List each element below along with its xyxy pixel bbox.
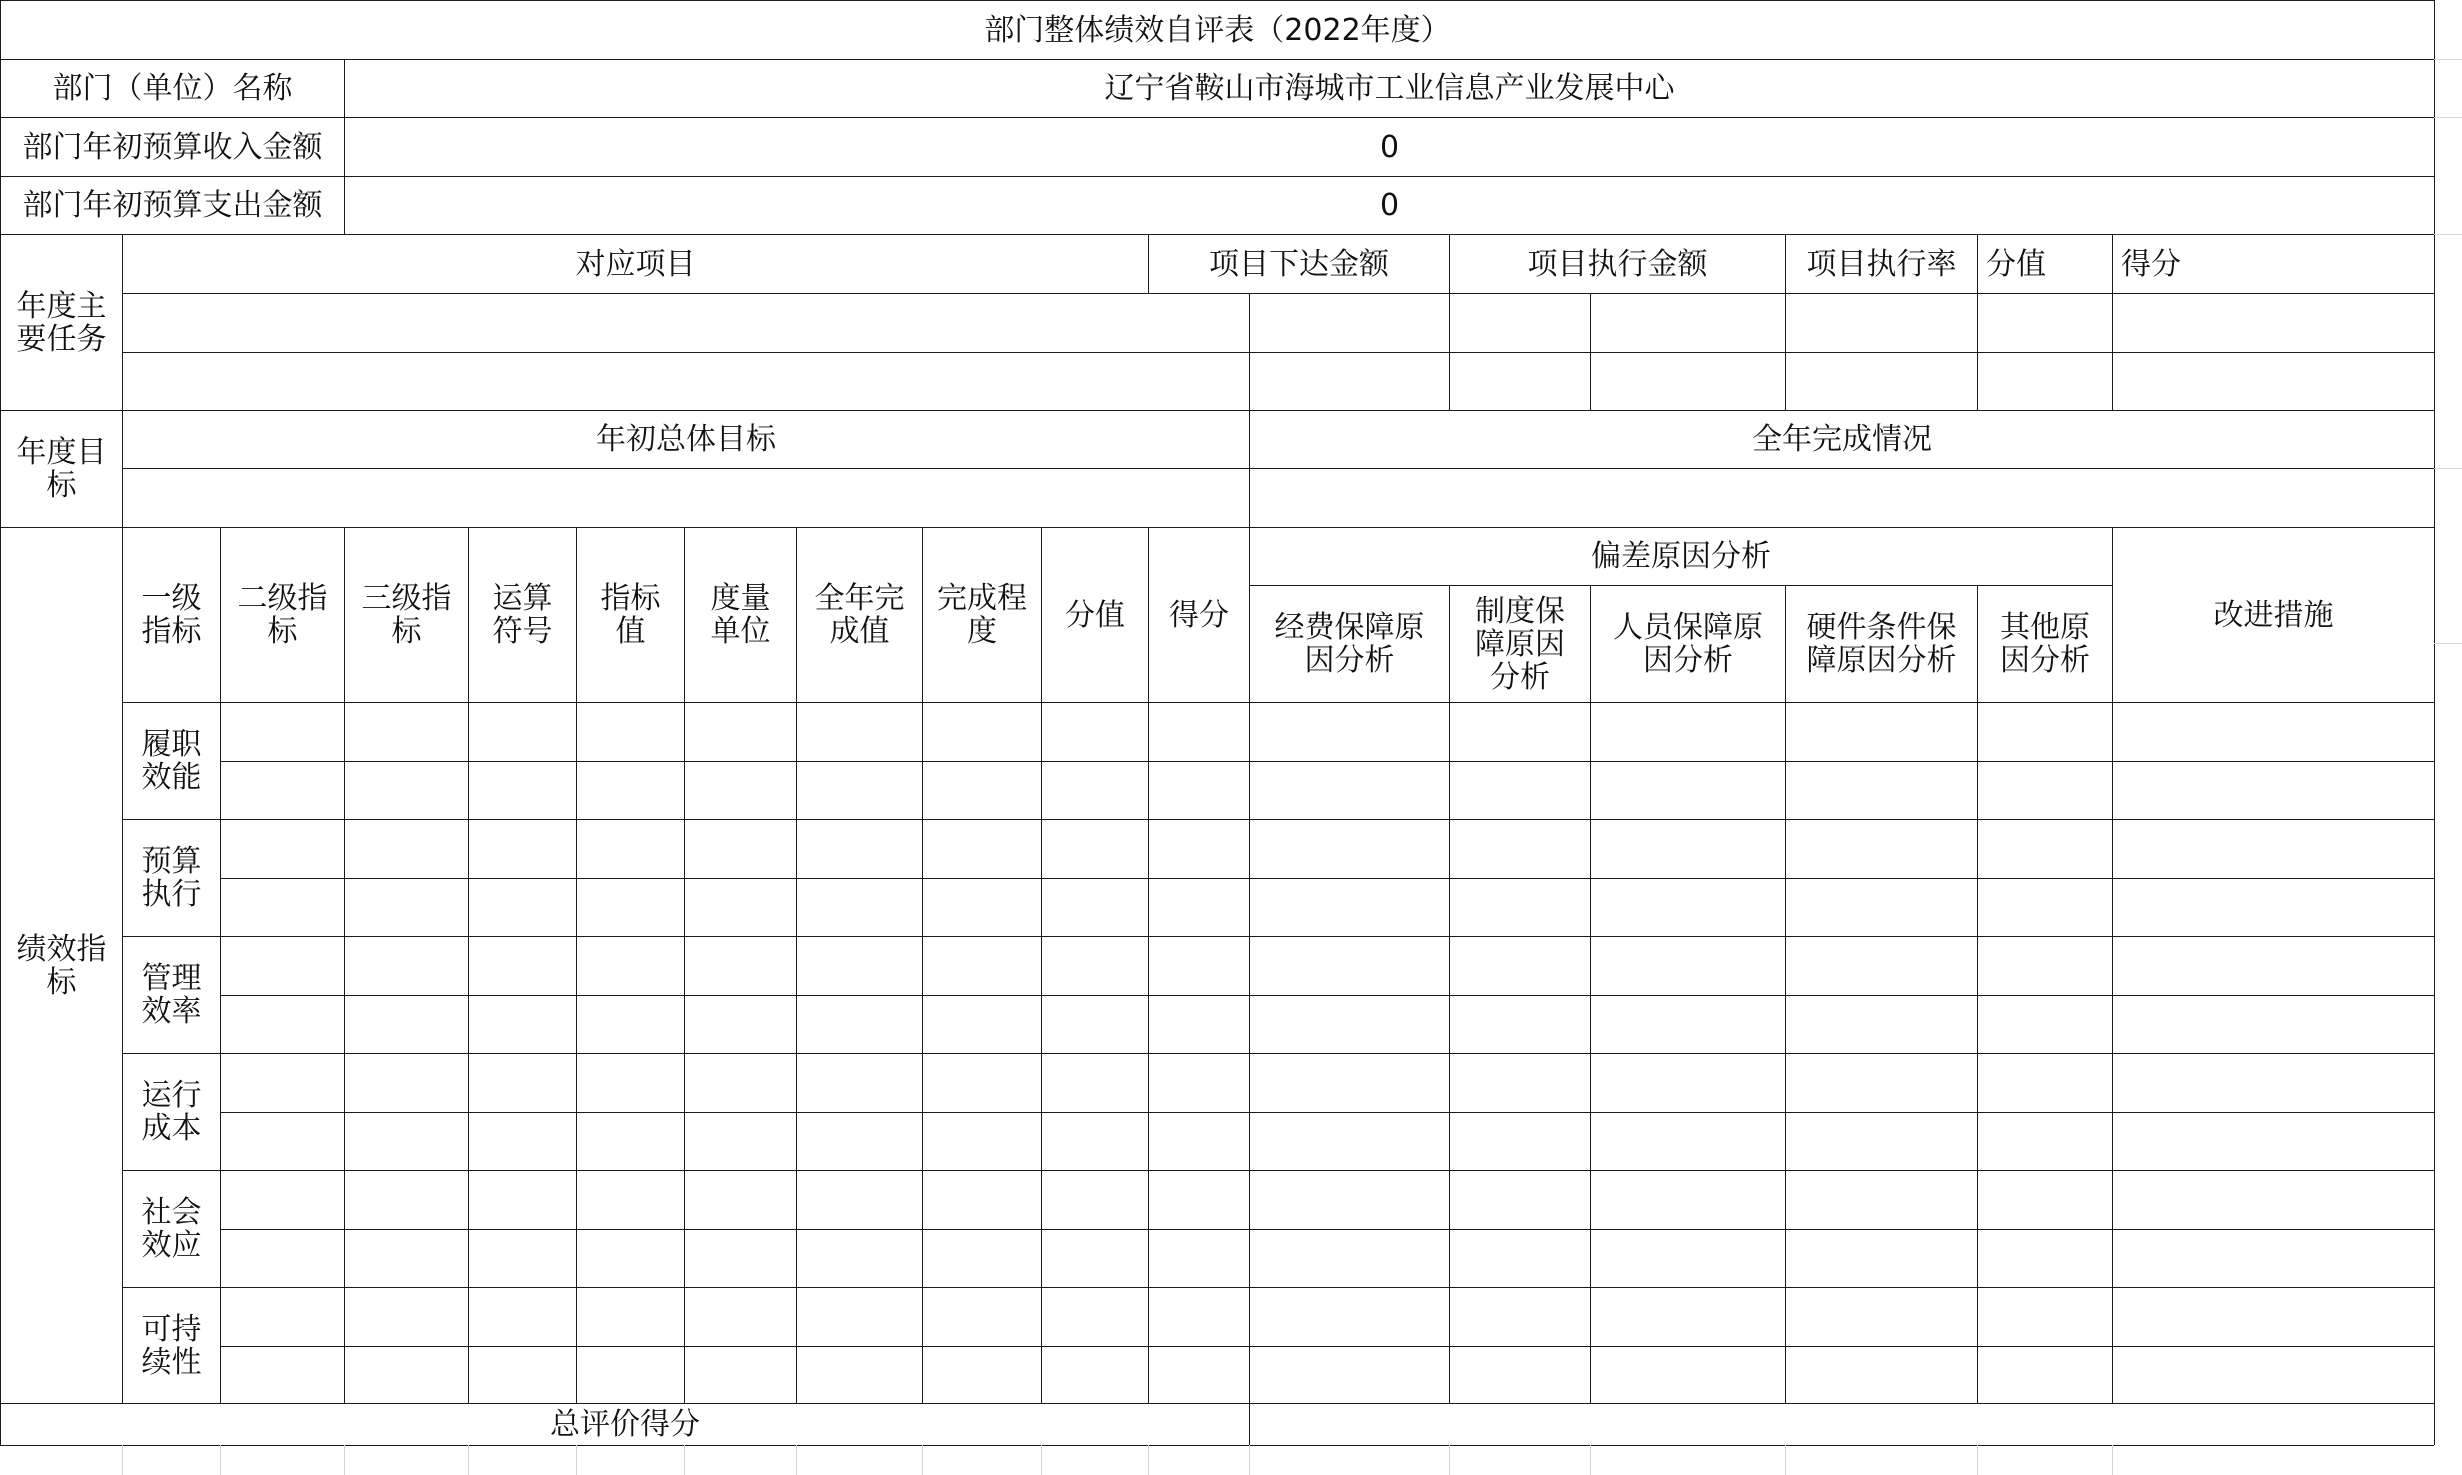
indicator-cell[interactable] — [1590, 1346, 1785, 1405]
indicator-cell[interactable] — [922, 1287, 1041, 1346]
sheet-gridline — [1785, 1445, 1786, 1475]
indicator-cell[interactable] — [468, 1112, 576, 1171]
indicator-cell[interactable] — [796, 1346, 922, 1405]
indicator-cell[interactable] — [1785, 1346, 1977, 1405]
budget-expense-value[interactable]: 0 — [344, 176, 2434, 234]
indicator-cell[interactable] — [220, 819, 344, 878]
budget-income-label: 部门年初预算收入金额 — [0, 117, 344, 176]
annual-goals-label: 年度目 标 — [0, 410, 122, 527]
indicator-cell[interactable] — [468, 1287, 576, 1346]
indicator-cell[interactable] — [1590, 819, 1785, 878]
deviation-subheader: 制度保 障原因 分析 — [1449, 585, 1590, 702]
indicator-cell[interactable] — [344, 819, 468, 878]
task-cell[interactable] — [122, 293, 1249, 352]
indicator-cell[interactable] — [1785, 995, 1977, 1054]
indicator-cell[interactable] — [922, 1112, 1041, 1171]
indicator-cell[interactable] — [1449, 1170, 1590, 1229]
total-score-value[interactable] — [1249, 1403, 2434, 1445]
indicator-cell[interactable] — [576, 936, 684, 995]
sheet-gridline — [1449, 1445, 1450, 1475]
task-header-issued-amount: 项目下达金额 — [1148, 234, 1449, 293]
dept-name-label: 部门（单位）名称 — [0, 59, 344, 117]
task-cell[interactable] — [1249, 352, 1449, 410]
indicator-cell[interactable] — [1449, 1053, 1590, 1112]
indicator-cell[interactable] — [796, 878, 922, 937]
indicator-header: 完成程 度 — [922, 527, 1041, 702]
indicator-cell[interactable] — [1785, 1229, 1977, 1288]
budget-income-value[interactable]: 0 — [344, 117, 2434, 176]
task-cell[interactable] — [122, 352, 1249, 410]
indicator-cell[interactable] — [922, 995, 1041, 1054]
indicator-header: 二级指 标 — [220, 527, 344, 702]
indicator-cell[interactable] — [468, 702, 576, 761]
indicator-cell[interactable] — [1449, 995, 1590, 1054]
indicator-cell[interactable] — [1148, 761, 1249, 820]
indicator-cell[interactable] — [1249, 702, 1449, 761]
indicator-cell[interactable] — [796, 1170, 922, 1229]
indicator-cell[interactable] — [922, 702, 1041, 761]
level1-indicator: 管理 效率 — [122, 936, 220, 1053]
deviation-subheader: 人员保障原 因分析 — [1590, 585, 1785, 702]
indicator-cell[interactable] — [1590, 1229, 1785, 1288]
sheet-gridline — [1148, 1445, 1149, 1475]
indicator-cell[interactable] — [1249, 761, 1449, 820]
indicator-cell[interactable] — [684, 761, 796, 820]
indicator-cell[interactable] — [1785, 1170, 1977, 1229]
indicator-cell[interactable] — [1041, 1229, 1148, 1288]
indicator-header: 得分 — [1148, 527, 1249, 702]
indicator-cell[interactable] — [922, 1170, 1041, 1229]
indicator-cell[interactable] — [576, 878, 684, 937]
indicator-cell[interactable] — [1977, 1229, 2112, 1288]
indicator-cell[interactable] — [922, 819, 1041, 878]
indicator-cell[interactable] — [1249, 819, 1449, 878]
indicator-cell[interactable] — [220, 702, 344, 761]
level1-indicator: 运行 成本 — [122, 1053, 220, 1170]
sheet-gridline — [2112, 1445, 2113, 1475]
indicator-cell[interactable] — [576, 1053, 684, 1112]
indicator-cell[interactable] — [796, 761, 922, 820]
task-cell[interactable] — [2112, 293, 2434, 352]
indicator-cell[interactable] — [344, 878, 468, 937]
indicator-cell[interactable] — [1148, 1053, 1249, 1112]
deviation-subheader: 其他原 因分析 — [1977, 585, 2112, 702]
indicator-cell[interactable] — [344, 995, 468, 1054]
indicator-cell[interactable] — [220, 1170, 344, 1229]
indicator-cell[interactable] — [796, 1229, 922, 1288]
indicator-cell[interactable] — [1785, 1112, 1977, 1171]
task-header-project: 对应项目 — [122, 234, 1148, 293]
task-cell[interactable] — [1590, 352, 1785, 410]
indicator-cell[interactable] — [468, 1053, 576, 1112]
indicator-cell[interactable] — [576, 995, 684, 1054]
indicator-cell[interactable] — [576, 1112, 684, 1171]
task-cell[interactable] — [1449, 352, 1590, 410]
indicator-cell[interactable] — [2112, 1170, 2434, 1229]
annual-tasks-label: 年度主 要任务 — [0, 234, 122, 410]
indicator-cell[interactable] — [1977, 702, 2112, 761]
indicator-cell[interactable] — [220, 1287, 344, 1346]
level1-indicator: 履职 效能 — [122, 702, 220, 819]
indicator-cell[interactable] — [1590, 1170, 1785, 1229]
indicator-cell[interactable] — [684, 819, 796, 878]
indicator-cell[interactable] — [1148, 1287, 1249, 1346]
indicator-cell[interactable] — [1148, 878, 1249, 937]
indicator-cell[interactable] — [344, 1170, 468, 1229]
indicator-cell[interactable] — [220, 761, 344, 820]
indicator-cell[interactable] — [1041, 1170, 1148, 1229]
indicator-cell[interactable] — [576, 761, 684, 820]
indicator-cell[interactable] — [1449, 1346, 1590, 1405]
indicator-cell[interactable] — [922, 761, 1041, 820]
indicator-cell[interactable] — [684, 1346, 796, 1405]
task-cell[interactable] — [2112, 352, 2434, 410]
indicator-cell[interactable] — [684, 702, 796, 761]
indicator-cell[interactable] — [468, 1170, 576, 1229]
task-header-execution-rate: 项目执行率 — [1785, 234, 1977, 293]
sheet-gridline — [1590, 1445, 1591, 1475]
indicator-cell[interactable] — [1148, 1112, 1249, 1171]
indicator-cell[interactable] — [796, 1112, 922, 1171]
indicator-cell[interactable] — [1590, 761, 1785, 820]
total-score-label: 总评价得分 — [0, 1403, 1249, 1445]
indicator-cell[interactable] — [1449, 702, 1590, 761]
indicator-cell[interactable] — [1041, 1287, 1148, 1346]
level1-indicator: 可持 续性 — [122, 1287, 220, 1404]
task-cell[interactable] — [1449, 293, 1590, 352]
indicator-cell[interactable] — [2112, 995, 2434, 1054]
indicator-cell[interactable] — [1148, 1170, 1249, 1229]
deviation-analysis-header: 偏差原因分析 — [1249, 527, 2112, 585]
indicator-header: 分值 — [1041, 527, 1148, 702]
goal-completion-header: 全年完成情况 — [1249, 410, 2434, 468]
indicator-cell[interactable] — [1249, 995, 1449, 1054]
indicator-cell[interactable] — [220, 936, 344, 995]
sheet-gridline — [344, 1445, 345, 1475]
indicator-cell[interactable] — [922, 1053, 1041, 1112]
indicator-cell[interactable] — [922, 1229, 1041, 1288]
indicator-cell[interactable] — [1977, 1287, 2112, 1346]
indicator-cell[interactable] — [2112, 702, 2434, 761]
indicator-cell[interactable] — [1249, 1112, 1449, 1171]
indicator-cell[interactable] — [220, 995, 344, 1054]
indicator-cell[interactable] — [1977, 1170, 2112, 1229]
indicator-cell[interactable] — [684, 1229, 796, 1288]
indicator-cell[interactable] — [1590, 702, 1785, 761]
indicator-cell[interactable] — [1041, 761, 1148, 820]
task-cell[interactable] — [1785, 352, 1977, 410]
sheet-gridline — [922, 1445, 923, 1475]
indicator-header: 一级 指标 — [122, 527, 220, 702]
table-title: 部门整体绩效自评表（2022年度） — [0, 0, 2434, 59]
indicator-cell[interactable] — [1785, 878, 1977, 937]
level1-indicator: 社会 效应 — [122, 1170, 220, 1287]
indicator-cell[interactable] — [796, 936, 922, 995]
indicator-cell[interactable] — [2112, 878, 2434, 937]
indicator-cell[interactable] — [468, 1346, 576, 1405]
indicator-cell[interactable] — [1785, 936, 1977, 995]
indicator-cell[interactable] — [796, 819, 922, 878]
indicator-cell[interactable] — [1249, 936, 1449, 995]
indicator-cell[interactable] — [1590, 995, 1785, 1054]
indicator-cell[interactable] — [344, 936, 468, 995]
indicator-header: 运算 符号 — [468, 527, 576, 702]
indicator-cell[interactable] — [1785, 702, 1977, 761]
indicator-cell[interactable] — [1977, 1346, 2112, 1405]
indicator-cell[interactable] — [1785, 819, 1977, 878]
sheet-gridline — [2434, 468, 2462, 469]
indicator-cell[interactable] — [2112, 761, 2434, 820]
indicator-cell[interactable] — [796, 1053, 922, 1112]
indicator-cell[interactable] — [468, 878, 576, 937]
indicator-cell[interactable] — [1977, 819, 2112, 878]
indicator-cell[interactable] — [468, 936, 576, 995]
indicator-cell[interactable] — [1590, 1287, 1785, 1346]
indicator-cell[interactable] — [684, 878, 796, 937]
indicator-header: 指标 值 — [576, 527, 684, 702]
indicator-cell[interactable] — [2112, 1112, 2434, 1171]
indicator-cell[interactable] — [796, 995, 922, 1054]
indicator-cell[interactable] — [1977, 878, 2112, 937]
indicator-cell[interactable] — [1449, 878, 1590, 937]
indicator-cell[interactable] — [220, 1053, 344, 1112]
indicator-cell[interactable] — [922, 936, 1041, 995]
indicator-cell[interactable] — [344, 1287, 468, 1346]
task-cell[interactable] — [1590, 293, 1785, 352]
indicator-cell[interactable] — [344, 702, 468, 761]
indicator-cell[interactable] — [1590, 1053, 1785, 1112]
indicator-cell[interactable] — [1249, 1346, 1449, 1405]
indicator-cell[interactable] — [2112, 1053, 2434, 1112]
task-header-points: 分值 — [1977, 234, 2112, 293]
goal-initial-cell[interactable] — [122, 468, 1249, 527]
indicator-cell[interactable] — [344, 1112, 468, 1171]
indicator-cell[interactable] — [1449, 1229, 1590, 1288]
indicator-cell[interactable] — [220, 1229, 344, 1288]
task-cell[interactable] — [1977, 293, 2112, 352]
indicator-cell[interactable] — [1041, 1346, 1148, 1405]
indicator-cell[interactable] — [2112, 1287, 2434, 1346]
indicator-cell[interactable] — [1977, 1053, 2112, 1112]
indicator-cell[interactable] — [468, 995, 576, 1054]
indicator-cell[interactable] — [1148, 1229, 1249, 1288]
indicator-header: 度量 单位 — [684, 527, 796, 702]
indicator-cell[interactable] — [1148, 936, 1249, 995]
indicator-cell[interactable] — [344, 761, 468, 820]
indicator-cell[interactable] — [1977, 1112, 2112, 1171]
indicator-cell[interactable] — [576, 1229, 684, 1288]
improvement-measures-header: 改进措施 — [2112, 527, 2434, 702]
indicator-cell[interactable] — [1590, 1112, 1785, 1171]
indicator-cell[interactable] — [1041, 1053, 1148, 1112]
indicator-cell[interactable] — [1977, 761, 2112, 820]
sheet-gridline — [468, 1445, 469, 1475]
indicator-cell[interactable] — [344, 1053, 468, 1112]
sheet-gridline — [1041, 1445, 1042, 1475]
indicator-cell[interactable] — [684, 1170, 796, 1229]
dept-name-value[interactable]: 辽宁省鞍山市海城市工业信息产业发展中心 — [344, 59, 2434, 117]
indicator-cell[interactable] — [922, 1346, 1041, 1405]
table-right-border — [2434, 0, 2435, 1445]
indicator-cell[interactable] — [2112, 1346, 2434, 1405]
level1-indicator: 预算 执行 — [122, 819, 220, 936]
indicator-cell[interactable] — [1148, 995, 1249, 1054]
performance-indicators-label: 绩效指 标 — [0, 527, 122, 1403]
indicator-cell[interactable] — [576, 1287, 684, 1346]
task-header-score: 得分 — [2112, 234, 2434, 293]
indicator-cell[interactable] — [922, 878, 1041, 937]
indicator-cell[interactable] — [1148, 702, 1249, 761]
budget-expense-label: 部门年初预算支出金额 — [0, 176, 344, 234]
task-header-executed-amount: 项目执行金额 — [1449, 234, 1785, 293]
task-cell[interactable] — [1785, 293, 1977, 352]
sheet-gridline — [2434, 59, 2462, 60]
indicator-cell[interactable] — [344, 1229, 468, 1288]
indicator-cell[interactable] — [1590, 936, 1785, 995]
table-bottom-border — [0, 1445, 2434, 1446]
indicator-cell[interactable] — [468, 1229, 576, 1288]
indicator-cell[interactable] — [576, 702, 684, 761]
indicator-cell[interactable] — [1785, 1053, 1977, 1112]
indicator-cell[interactable] — [1148, 819, 1249, 878]
deviation-subheader: 硬件条件保 障原因分析 — [1785, 585, 1977, 702]
indicator-cell[interactable] — [1041, 1112, 1148, 1171]
indicator-cell[interactable] — [1977, 936, 2112, 995]
sheet-gridline — [576, 1445, 577, 1475]
indicator-cell[interactable] — [1590, 878, 1785, 937]
indicator-cell[interactable] — [1449, 936, 1590, 995]
sheet-gridline — [122, 1445, 123, 1475]
indicator-cell[interactable] — [220, 1112, 344, 1171]
sheet-gridline — [220, 1445, 221, 1475]
indicator-cell[interactable] — [576, 1346, 684, 1405]
indicator-cell[interactable] — [1449, 819, 1590, 878]
indicator-cell[interactable] — [1249, 1229, 1449, 1288]
indicator-cell[interactable] — [576, 819, 684, 878]
indicator-cell[interactable] — [684, 936, 796, 995]
indicator-cell[interactable] — [1785, 761, 1977, 820]
indicator-cell[interactable] — [684, 1287, 796, 1346]
indicator-cell[interactable] — [1977, 995, 2112, 1054]
task-cell[interactable] — [1249, 293, 1449, 352]
indicator-cell[interactable] — [1041, 995, 1148, 1054]
sheet-gridline — [1977, 1445, 1978, 1475]
indicator-cell[interactable] — [1148, 1346, 1249, 1405]
indicator-cell[interactable] — [684, 1112, 796, 1171]
indicator-cell[interactable] — [344, 1346, 468, 1405]
indicator-cell[interactable] — [1041, 878, 1148, 937]
indicator-cell[interactable] — [220, 1346, 344, 1405]
deviation-subheader: 经费保障原 因分析 — [1249, 585, 1449, 702]
indicator-cell[interactable] — [1249, 1053, 1449, 1112]
sheet-gridline — [684, 1445, 685, 1475]
indicator-cell[interactable] — [1041, 702, 1148, 761]
indicator-cell[interactable] — [1449, 1112, 1590, 1171]
indicator-cell[interactable] — [1449, 761, 1590, 820]
indicator-cell[interactable] — [2112, 1229, 2434, 1288]
indicator-header: 全年完 成值 — [796, 527, 922, 702]
sheet-gridline — [796, 1445, 797, 1475]
goal-initial-header: 年初总体目标 — [122, 410, 1249, 468]
indicator-cell[interactable] — [1041, 819, 1148, 878]
sheet-gridline — [2434, 234, 2462, 235]
indicator-cell[interactable] — [1249, 878, 1449, 937]
sheet-gridline — [2434, 643, 2462, 644]
indicator-cell[interactable] — [1041, 936, 1148, 995]
indicator-header: 三级指 标 — [344, 527, 468, 702]
indicator-cell[interactable] — [1785, 1287, 1977, 1346]
indicator-cell[interactable] — [1249, 1287, 1449, 1346]
indicator-cell[interactable] — [1449, 1287, 1590, 1346]
indicator-cell[interactable] — [684, 1053, 796, 1112]
indicator-cell[interactable] — [468, 819, 576, 878]
indicator-cell[interactable] — [2112, 936, 2434, 995]
sheet-gridline — [2434, 117, 2462, 118]
indicator-cell[interactable] — [2112, 819, 2434, 878]
indicator-cell[interactable] — [796, 702, 922, 761]
indicator-cell[interactable] — [1249, 1170, 1449, 1229]
sheet-gridline — [1249, 1445, 1250, 1475]
indicator-cell[interactable] — [796, 1287, 922, 1346]
task-cell[interactable] — [1977, 352, 2112, 410]
indicator-cell[interactable] — [220, 878, 344, 937]
indicator-cell[interactable] — [468, 761, 576, 820]
goal-completion-cell[interactable] — [1249, 468, 2434, 527]
indicator-cell[interactable] — [576, 1170, 684, 1229]
indicator-cell[interactable] — [684, 995, 796, 1054]
